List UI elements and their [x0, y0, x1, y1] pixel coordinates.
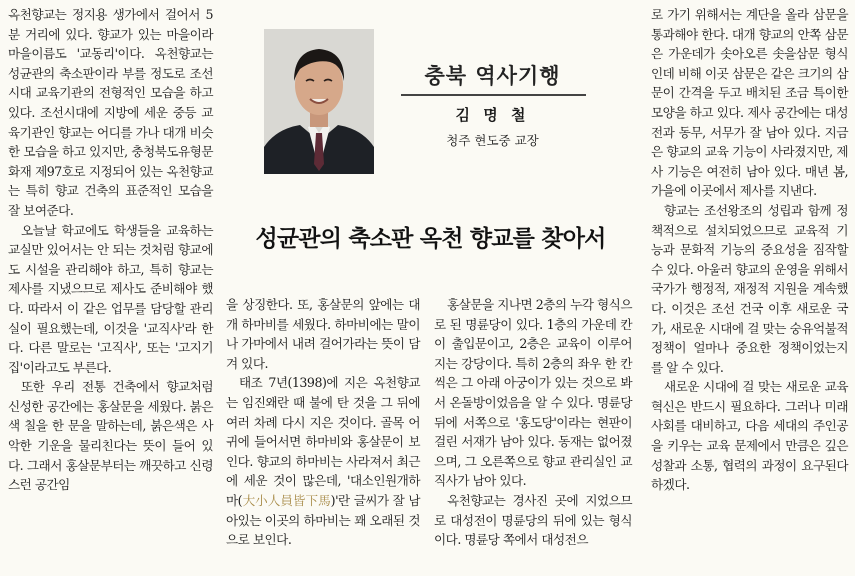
paragraph: 오늘날 학교에도 학생들을 교육하는 교실만 있어서는 안 되는 것처럼 향교에도 시설을 관리해야 하고, 특히 향교는 제사를 지냈으므로 제사도 준비해야 했다. 따라서 이 같은 업무를 담당할 관리실이 필요했는데, 이것을 '교직사'라 한다. 다른 말로는 '고직사', 또는 '고지기집'이라고도 부른다.: [8, 222, 213, 375]
author-affiliation: 청주 현도중 교장: [446, 133, 539, 148]
paragraph: 홍살문을 지나면 2층의 누각 형식으로 된 명륜당이 있다. 1층의 가운데 칸이 출입문이고, 2층은 교육이 이루어지는 강당이다. 특히 2층의 좌우 한 칸씩은 그 아래 아궁이가 있는 것으로 봐서 온돌방이었음을 알 수 있다. 명륜당 뒤에 서쪽으로 '홍도당'이라는 현판이 걸린 서재가 남아 있다. 동재는 없어졌으며, 그 오른쪽으로 향교 관리실인 교직사가 남아 있다.: [434, 297, 632, 489]
article-column-3: [434, 295, 632, 550]
paragraph: 로 가기 위해서는 계단을 올라 삼문을 통과해야 한다. 대개 향교의 안쪽 삼문은 가운데가 솟아오른 솟을삼문 형식인데 비해 이곳 삼문은 같은 크기의 삼문이 간격을 두고 배치된 조금 특이한 모양을 하고 있다. 제사 공간에는 대성전과 동무, 서무가 잘 남아 있다. 지금은 향교의 교육 기능이 사라졌지만, 제사 기능은 여전히 남아 있다. 매년 봄, 가을에 이곳에서 제사를 지낸다.: [651, 7, 848, 199]
paragraph: [226, 373, 420, 549]
article-column-1: [8, 5, 213, 495]
article-headline: 성균관의 축소판 옥천 향교를 찾아서: [255, 226, 606, 252]
paragraph: 또한 우리 전통 건축에서 향교처럼 신성한 공간에는 홍살문을 세웠다. 붉은색 칠을 한 문을 말하는데, 붉은색은 사악한 기운을 물리친다는 뜻이 들어 있다. 그래서 홍살문부터는 깨끗하고 신령스런 공간임: [8, 379, 213, 493]
paragraph-text: 태조 7년(1398)에 지은 옥천향교는 임진왜란 때 불에 탄 것을 그 뒤에 여러 차례 다시 지은 것이다. 골목 어귀에 들어서면 하마비와 홍살문이 보인다. 향교의 하마비는 사라져서 최근에 세운 것이 많은데, '대소인원개하마(: [226, 375, 420, 508]
paragraph: 옥천향교는 경사진 곳에 지었으므로 대성전이 명륜당의 뒤에 있는 형식이다. 명륜당 쪽에서 대성전으: [434, 492, 632, 548]
paragraph: 새로운 시대에 걸 맞는 새로운 교육 혁신은 반드시 필요하다. 그러나 미래 사회를 대비하고, 다음 세대의 주인공을 키우는 교육 문제에서 만큼은 깊은 성찰과 소통, 협력의 과정이 요구된다 하겠다.: [651, 379, 848, 493]
paragraph-text: )'란 글씨가 잘 남아있는 이곳의 하마비는 꽤 오래된 것으로 보인다.: [226, 492, 420, 548]
author-photo: [264, 29, 374, 174]
series-title: 충북 역사기행: [424, 64, 561, 88]
article-column-4: [651, 5, 848, 495]
title-divider: [401, 94, 586, 96]
paragraph: 옥천향교는 정지용 생가에서 걸어서 5분 거리에 있다. 향교가 있는 마을이라 마을이름도 '교동리'이다. 옥천향교는 성균관의 축소판이라 부를 정도로 조선 시대 교육기관의 전형적인 모습을 하고 있다. 조선시대에 지방에 세운 중등 교육기관인 향교는 어디를 가나 대개 비슷한 모습을 하고 있지만, 충청북도유형문화재 제97호로 지정되어 있는 옥천향교는 특히 향교 건축의 표준적인 모습을 잘 보여준다.: [8, 7, 213, 218]
paragraph: 을 상징한다. 또, 홍살문의 앞에는 대개 하마비를 세웠다. 하마비에는 말이나 가마에서 내려 걸어가라는 뜻이 담겨 있다.: [226, 297, 420, 371]
article-column-2: [226, 295, 420, 550]
author-portrait-image: [264, 29, 374, 174]
author-name: 김 명 철: [455, 106, 530, 124]
hanja-text: 大小人員皆下馬: [242, 492, 331, 508]
paragraph: 향교는 조선왕조의 성립과 함께 정책적으로 설치되었으므로 교육적 기능과 문화적 기능의 중요성을 짐작할 수 있다. 아울러 향교의 운영을 위해서 국가가 행정적, 재정적 지원을 계속했다. 이것은 조선 건국 이후 새로운 국가, 새로운 시대에 걸 맞는 숭유억불적 정책이 얼마나 중요한 정책이었는지를 알 수 있다.: [651, 202, 848, 375]
